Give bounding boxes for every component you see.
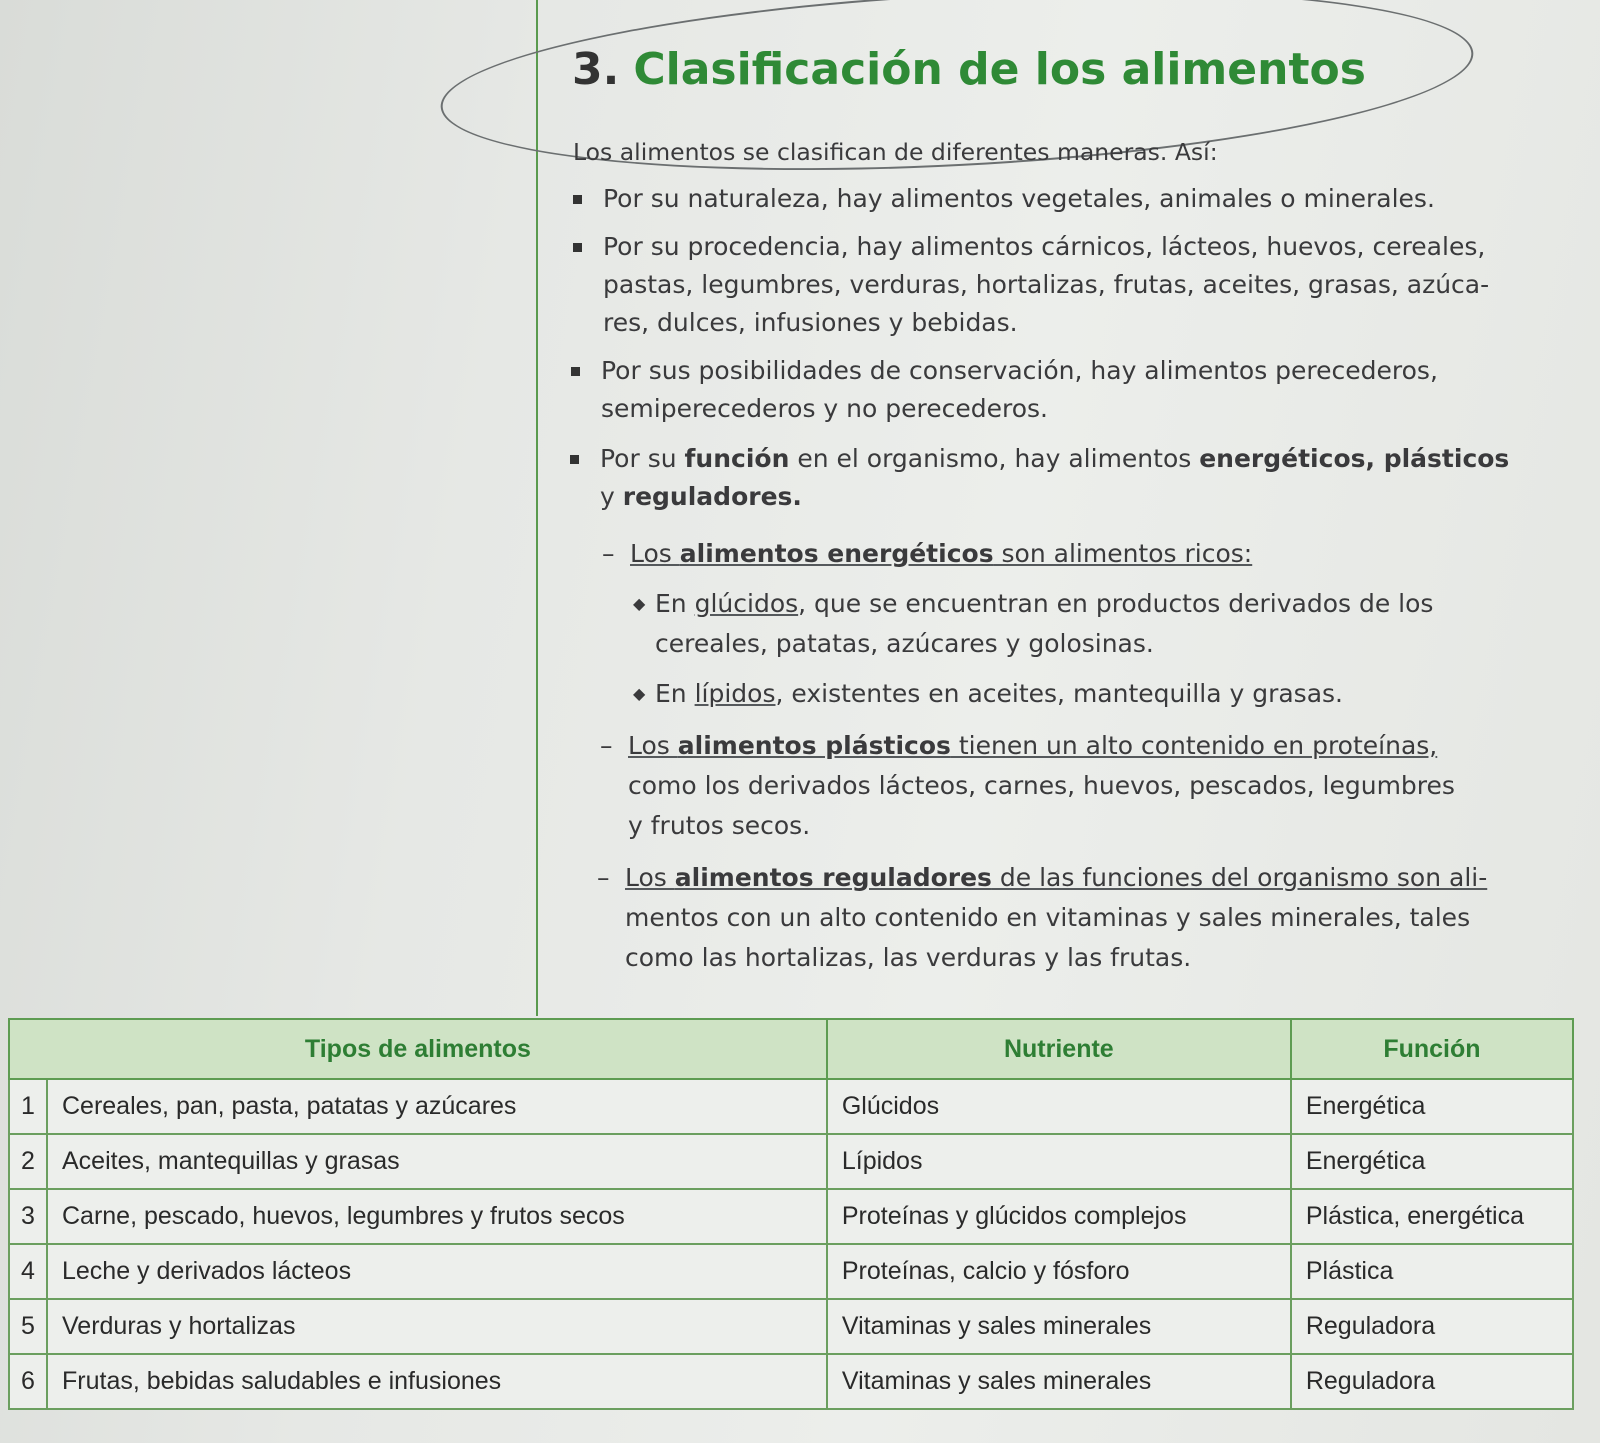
page-title: [572, 44, 1366, 95]
intro-text: Los alimentos se clasifican de diferentes maneras. Así:: [573, 138, 1218, 166]
diamond-bullet-icon: ◆: [633, 594, 646, 613]
margin-rule: [536, 0, 538, 1016]
cell-funcion: Reguladora: [1291, 1299, 1573, 1354]
row-number: 4: [9, 1244, 47, 1299]
cell-tipo: Aceites, mantequillas y grasas: [47, 1134, 827, 1189]
item-plasticos: – Los alimentos plásticos tienen un alto contenido en proteínas, como los derivados lácteos, carnes, huevos, pescados, legumbres y frutos secos.: [628, 726, 1455, 846]
dash-marker: –: [597, 863, 610, 892]
table-row: [9, 1134, 1573, 1189]
header-funcion: Función: [1291, 1019, 1573, 1079]
sub-item-lipidos: ◆ En lípidos, existentes en aceites, mantequilla y grasas.: [655, 674, 1343, 714]
header-tipos: Tipos de alimentos: [9, 1019, 827, 1079]
cell-tipo: Leche y derivados lácteos: [47, 1244, 827, 1299]
row-number: 2: [9, 1134, 47, 1189]
bullet-square-icon: [573, 243, 582, 252]
food-classification-table: [8, 1018, 1574, 1410]
row-number: 1: [9, 1079, 47, 1134]
bullet-square-icon: [573, 195, 582, 204]
bullet-square-icon: [570, 455, 579, 464]
table-row: [9, 1189, 1573, 1244]
bullet-naturaleza: Por su naturaleza, hay alimentos vegetales, animales o minerales.: [603, 180, 1435, 218]
cell-nutriente: Proteínas, calcio y fósforo: [827, 1244, 1291, 1299]
cell-funcion: Plástica, energética: [1291, 1189, 1573, 1244]
item-energeticos: – Los alimentos energéticos son alimentos ricos:: [630, 534, 1252, 574]
cell-tipo: Carne, pescado, huevos, legumbres y frutos secos: [47, 1189, 827, 1244]
header-nutriente: Nutriente: [827, 1019, 1291, 1079]
table-row: [9, 1354, 1573, 1409]
table-row: [9, 1244, 1573, 1299]
cell-nutriente: Proteínas y glúcidos complejos: [827, 1189, 1291, 1244]
bullet-funcion: Por su función en el organismo, hay alimentos energéticos, plásticos y reguladores.: [600, 440, 1509, 516]
cell-tipo: Cereales, pan, pasta, patatas y azúcares: [47, 1079, 827, 1134]
cell-tipo: Verduras y hortalizas: [47, 1299, 827, 1354]
row-number: 3: [9, 1189, 47, 1244]
bullet-procedencia: Por su procedencia, hay alimentos cárnicos, lácteos, huevos, cereales, pastas, legumbres, verduras, hortalizas, frutas, aceites, grasas, azúca- res, dulces, infusiones y bebidas.: [603, 228, 1489, 342]
row-number: 6: [9, 1354, 47, 1409]
sub-item-glucidos: ◆ En glúcidos, que se encuentran en productos derivados de los cereales, patatas, azúcares y golosinas.: [655, 584, 1433, 664]
dash-marker: –: [600, 731, 613, 760]
cell-funcion: Plástica: [1291, 1244, 1573, 1299]
cell-funcion: Energética: [1291, 1134, 1573, 1189]
table-row: [9, 1079, 1573, 1134]
section-title: Clasificación de los alimentos: [633, 44, 1366, 95]
dash-marker: –: [602, 539, 615, 568]
item-reguladores: – Los alimentos reguladores de las funciones del organismo son ali- mentos con un alto contenido en vitaminas y sales minerales, tales como las hortalizas, las verduras y las frutas.: [625, 858, 1487, 978]
cell-nutriente: Vitaminas y sales minerales: [827, 1299, 1291, 1354]
cell-nutriente: Glúcidos: [827, 1079, 1291, 1134]
cell-funcion: Energética: [1291, 1079, 1573, 1134]
cell-tipo: Frutas, bebidas saludables e infusiones: [47, 1354, 827, 1409]
table-header-row: [9, 1019, 1573, 1079]
section-number: 3.: [572, 44, 620, 95]
cell-funcion: Reguladora: [1291, 1354, 1573, 1409]
diamond-bullet-icon: ◆: [633, 684, 646, 703]
cell-nutriente: Lípidos: [827, 1134, 1291, 1189]
row-number: 5: [9, 1299, 47, 1354]
table-row: [9, 1299, 1573, 1354]
bullet-square-icon: [571, 367, 580, 376]
bullet-conservacion: Por sus posibilidades de conservación, hay alimentos perecederos, semiperecederos y no perecederos.: [601, 352, 1438, 428]
cell-nutriente: Vitaminas y sales minerales: [827, 1354, 1291, 1409]
